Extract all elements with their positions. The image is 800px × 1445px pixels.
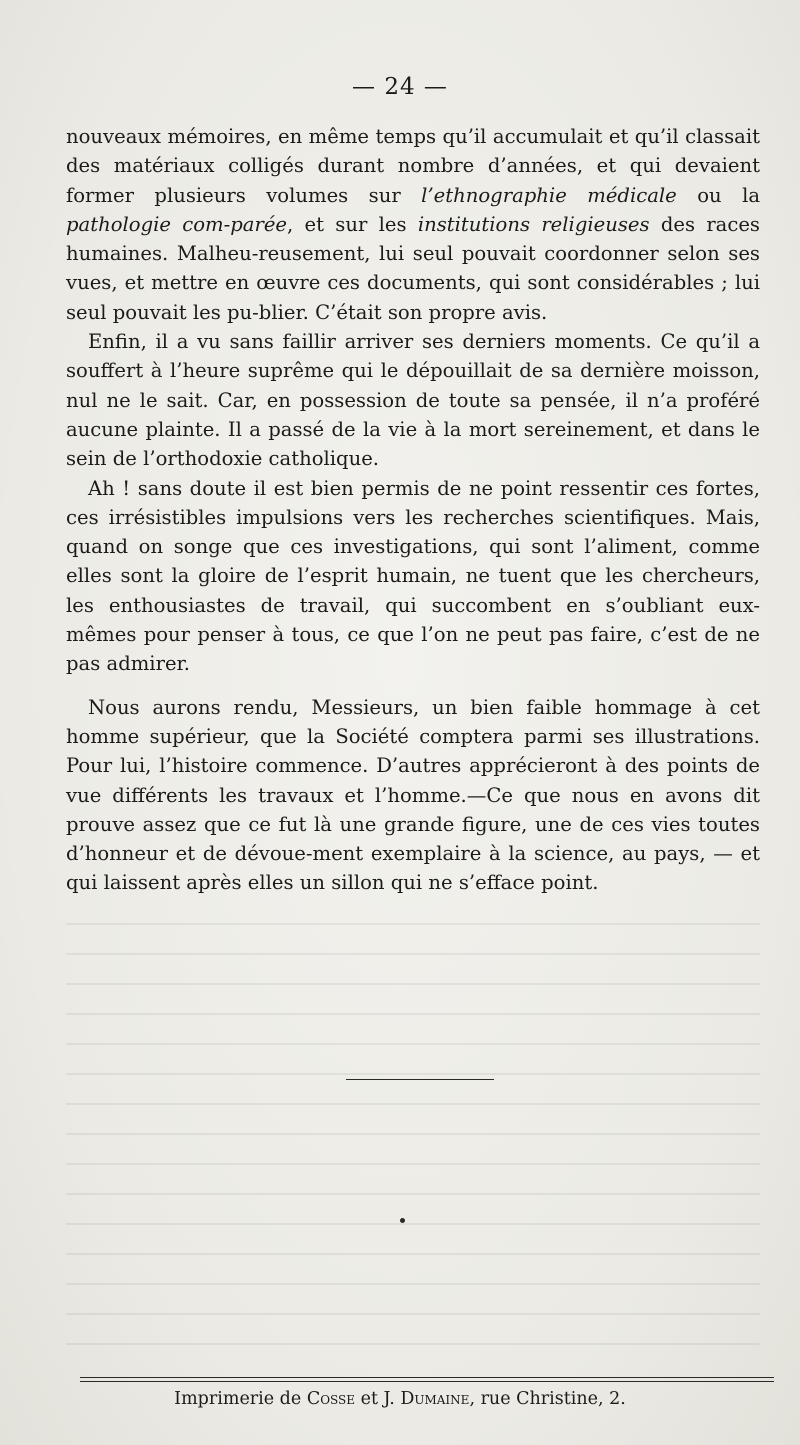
body-text	[66, 122, 760, 898]
italic-term: l’ethnographie médicale	[421, 183, 677, 207]
page-number: — 24 —	[352, 74, 448, 100]
text-run: ou la	[676, 183, 761, 207]
imprint-name-dumaine: Dumaine	[400, 1389, 470, 1409]
paragraph-2	[66, 327, 760, 473]
imprint-middle: et J.	[355, 1389, 401, 1409]
italic-term: pathologie com-parée	[66, 212, 288, 236]
paragraph-3	[66, 474, 760, 679]
text-run: , et sur les	[287, 212, 418, 236]
imprint-name-cosse: Cosse	[306, 1389, 356, 1409]
text-run: nouveaux mémoires, en même temps qu’il accumulait et qu’il classait des matériaux colligés durant nombre d’années, et qui devaient former plusieurs volumes sur	[66, 125, 760, 207]
printer-imprint	[0, 1389, 800, 1409]
ornament-dot	[400, 1218, 405, 1223]
section-divider-rule	[346, 1079, 494, 1080]
text-run: Ah ! sans doute il est bien permis de ne point ressentir ces fortes, ces irrésistibles impulsions vers les recherches scientifiques. Mais, quand on songe que ces investigations, qui sont l’aliment, comme elles sont la gloire de l’esprit humain, ne tuent que les chercheurs, les enthousiastes de travail, qui succombent en s’oubliant eux-mêmes pour penser à tous, ce que l’on ne peut pas faire, c’est de ne pas admirer.	[66, 476, 760, 676]
text-run: Nous aurons rendu, Messieurs, un bien faible hommage à cet homme supérieur, que la Société comptera parmi ses illustrations. Pour lui, l’histoire commence. D’autres apprécieront à des points de vue différents les travaux et l’homme.—Ce que nous en avons dit prouve assez que ce fut là une grande figure, une de ces vies toutes d’honneur et de dévoue-ment exemplaire à la science, au pays, — et qui laissent après elles un sillon qui ne s’efface point.	[66, 695, 760, 895]
footer-rule	[80, 1377, 774, 1378]
paragraph-1	[66, 122, 760, 327]
text-run: des races humaines. Malheu-reusement, lui seul pouvait coordonner selon ses vues, et mettre en œuvre ces documents, qui sont considérables ; lui seul pouvait les pu-blier. C’était son propre avis.	[66, 212, 760, 324]
paragraph-4	[66, 693, 760, 898]
text-run: Enfin, il a vu sans faillir arriver ses derniers moments. Ce qu’il a souffert à l’heure suprême qui le dépouillait de sa dernière moisson, nul ne le sait. Car, en possession de toute sa pensée, il n’a proféré aucune plainte. Il a passé de la vie à la mort sereinement, et dans le sein de l’orthodoxie catholique.	[66, 330, 760, 471]
italic-term: institutions religieuses	[417, 212, 650, 236]
imprint-suffix: , rue Christine, 2.	[469, 1389, 626, 1409]
footer-rule-thin	[80, 1381, 774, 1382]
show-through-texture	[66, 905, 760, 1345]
imprint-prefix: Imprimerie de	[174, 1389, 307, 1409]
